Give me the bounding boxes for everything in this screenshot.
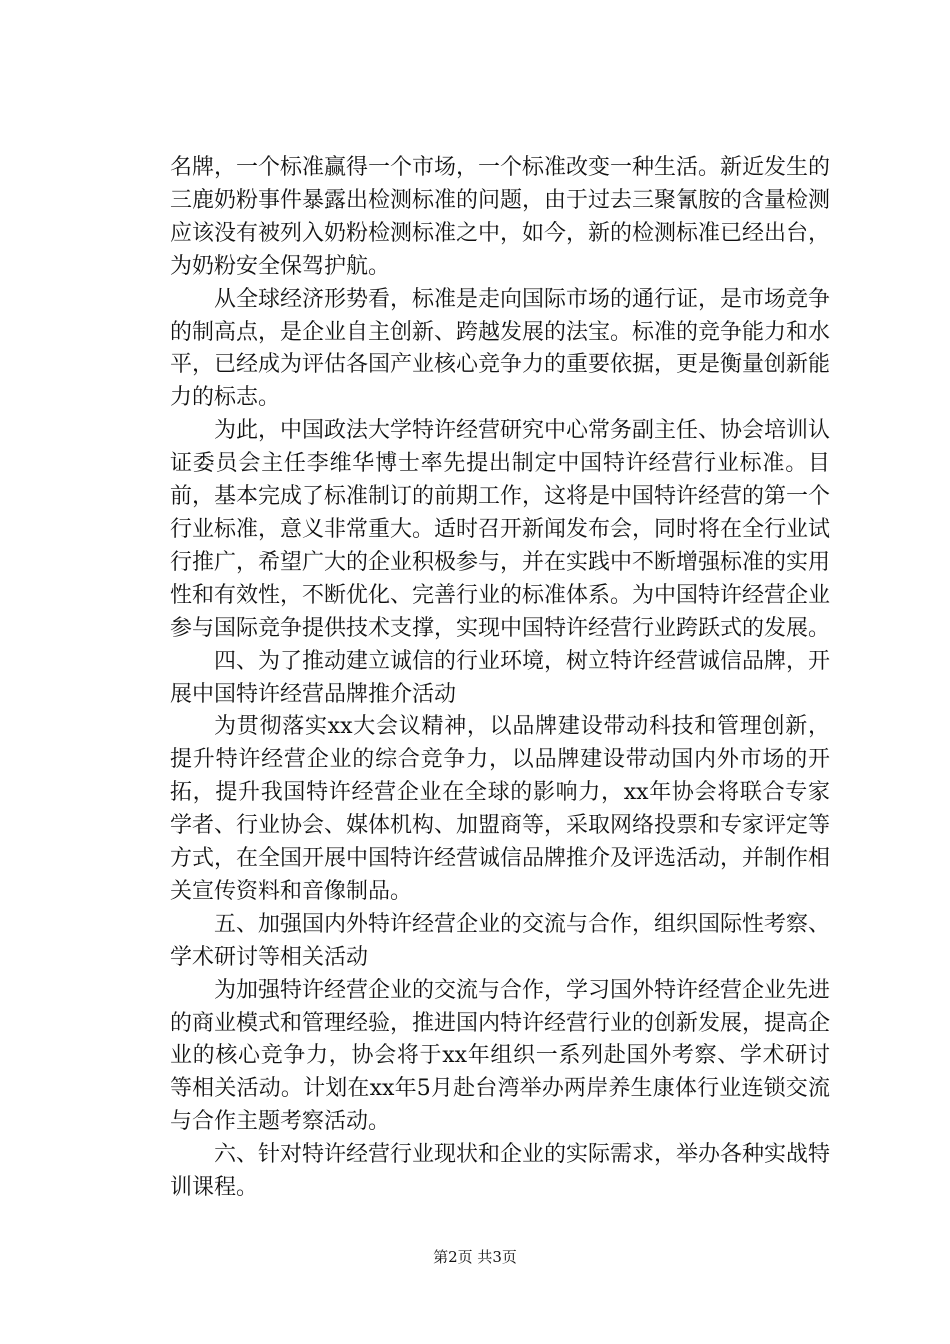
page-number-footer: 第2页 共3页 bbox=[433, 1248, 517, 1266]
section-heading-five: 五、加强国内外特许经营企业的交流与合作，组织国际性考察、学术研讨等相关活动 bbox=[170, 911, 831, 970]
paragraph-global-economy: 从全球经济形势看，标准是走向国际市场的通行证，是市场竞争的制高点，是企业自主创新、跨越发展的法宝。标准的竞争能力和水平，已经成为评估各国产业核心竞争力的重要依据，更是衡量创新能力的标志。 bbox=[170, 286, 831, 411]
paragraph-exchange-cooperation: 为加强特许经营企业的交流与合作，学习国外特许经营企业先进的商业模式和管理经验，推进国内特许经营行业的创新发展，提高企业的核心竞争力，协会将于xx年组织一系列赴国外考察、学术研讨等相关活动。计划在xx年5月赴台湾举办两岸养生康体行业连锁交流与合作主题考察活动。 bbox=[170, 977, 831, 1135]
paragraph-industry-standard: 为此，中国政法大学特许经营研究中心常务副主任、协会培训认证委员会主任李维华博士率先提出制定中国特许经营行业标准。目前，基本完成了标准制订的前期工作，这将是中国特许经营的第一个行业标准，意义非常重大。适时召开新闻发布会，同时将在全行业试行推广，希望广大的企业积极参与，并在实践中不断增强标准的实用性和有效性，不断优化、完善行业的标准体系。为中国特许经营企业参与国际竞争提供技术支撑，实现中国特许经营行业跨跃式的发展。 bbox=[170, 418, 831, 641]
document-body bbox=[170, 152, 830, 1205]
paragraph-brand-promotion: 为贯彻落实xx大会议精神，以品牌建设带动科技和管理创新，提升特许经营企业的综合竞争力，以品牌建设带动国内外市场的开拓，提升我国特许经营企业在全球的影响力，xx年协会将联合专家学者、行业协会、媒体机构、加盟商等，采取网络投票和专家评定等方式，在全国开展中国特许经营诚信品牌推介及评选活动，并制作相关宣传资料和音像制品。 bbox=[170, 714, 831, 904]
paragraph-continuation: 名牌，一个标准赢得一个市场，一个标准改变一种生活。新近发生的三鹿奶粉事件暴露出检测标准的问题，由于过去三聚氰胺的含量检测应该没有被列入奶粉检测标准之中，如今，新的检测标准已经出台，为奶粉安全保驾护航。 bbox=[170, 155, 831, 279]
section-heading-six: 六、针对特许经营行业现状和企业的实际需求，举办各种实战特训课程。 bbox=[170, 1142, 831, 1201]
section-heading-four: 四、为了推动建立诚信的行业环境，树立特许经营诚信品牌，开展中国特许经营品牌推介活动 bbox=[170, 648, 831, 707]
